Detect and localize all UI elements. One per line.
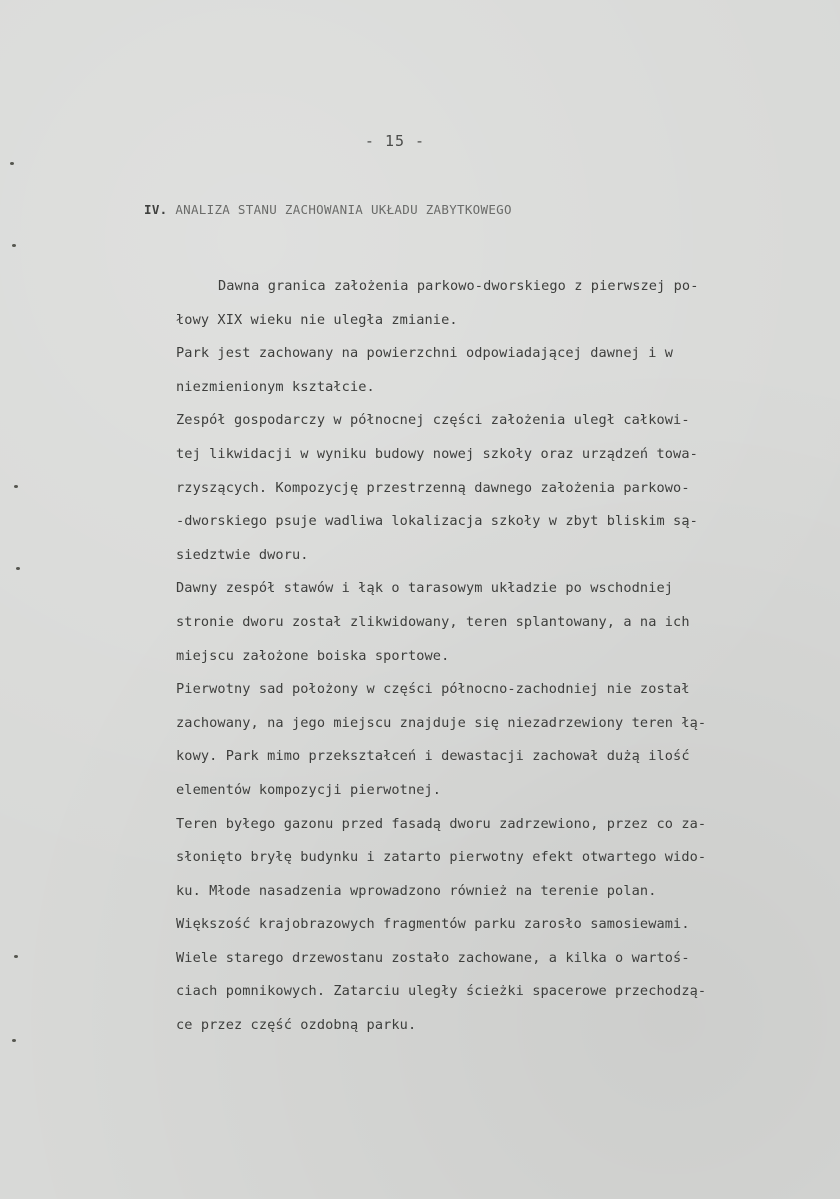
text-line: kowy. Park mimo przekształceń i dewastacji zachował dużą ilość <box>176 748 690 765</box>
scan-speck <box>14 955 18 958</box>
text-line: Większość krajobrazowych fragmentów parku zarosło samosiewami. <box>176 916 690 933</box>
text-line: Park jest zachowany na powierzchni odpowiadającej dawnej i w <box>176 345 674 362</box>
section-number: IV. <box>144 202 168 217</box>
text-line: słonięto bryłę budynku i zatarto pierwotny efekt otwartego wido- <box>176 849 707 866</box>
text-line: Dawna granica założenia parkowo-dworskiego z pierwszej po- <box>218 278 699 294</box>
text-line: Dawny zespół stawów i łąk o tarasowym układzie po wschodniej <box>176 580 674 597</box>
text-line: siedztwie dworu. <box>176 546 309 563</box>
text-line: -dworskiego psuje wadliwa lokalizacja szkoły w zbyt bliskim są- <box>176 513 698 530</box>
body-text <box>176 270 816 1043</box>
text-line: miejscu założone boiska sportowe. <box>176 647 450 664</box>
page-number: - 15 - <box>364 132 426 150</box>
text-line: zachowany, na jego miejscu znajduje się niezadrzewiony teren łą- <box>176 714 707 731</box>
scan-speck <box>16 567 20 570</box>
text-line: Zespół gospodarczy w północnej części założenia uległ całkowi- <box>176 412 690 429</box>
text-line: Teren byłego gazonu przed fasadą dworu zadrzewiono, przez co za- <box>176 815 707 832</box>
scan-speck <box>12 244 16 247</box>
scan-speck <box>10 162 14 165</box>
text-line: Wiele starego drzewostanu zostało zachowane, a kilka o wartoś- <box>176 949 690 966</box>
text-line: ku. Młode nasadzenia wprowadzono również na terenie polan. <box>176 882 657 899</box>
text-line: łowy XIX wieku nie uległa zmianie. <box>176 311 458 328</box>
text-line: stronie dworu został zlikwidowany, teren splantowany, a na ich <box>176 613 690 630</box>
scan-speck <box>14 485 18 488</box>
scan-speck <box>12 1039 16 1042</box>
section-title: ANALIZA STANU ZACHOWANIA UKŁADU ZABYTKOWEGO <box>175 202 512 217</box>
text-line: niezmienionym kształcie. <box>176 378 375 395</box>
text-line: tej likwidacji w wyniku budowy nowej szkoły oraz urządzeń towa- <box>176 445 698 462</box>
text-line: Pierwotny sad położony w części północno-zachodniej nie został <box>176 681 690 698</box>
text-line: elementów kompozycji pierwotnej. <box>176 781 442 798</box>
text-line: ciach pomnikowych. Zatarciu uległy ścieżki spacerowe przechodzą- <box>176 983 707 1000</box>
text-line: ce przez część ozdobną parku. <box>176 1017 417 1034</box>
section-heading <box>144 202 512 217</box>
text-line: rzyszących. Kompozycję przestrzenną dawnego założenia parkowo- <box>176 479 690 496</box>
